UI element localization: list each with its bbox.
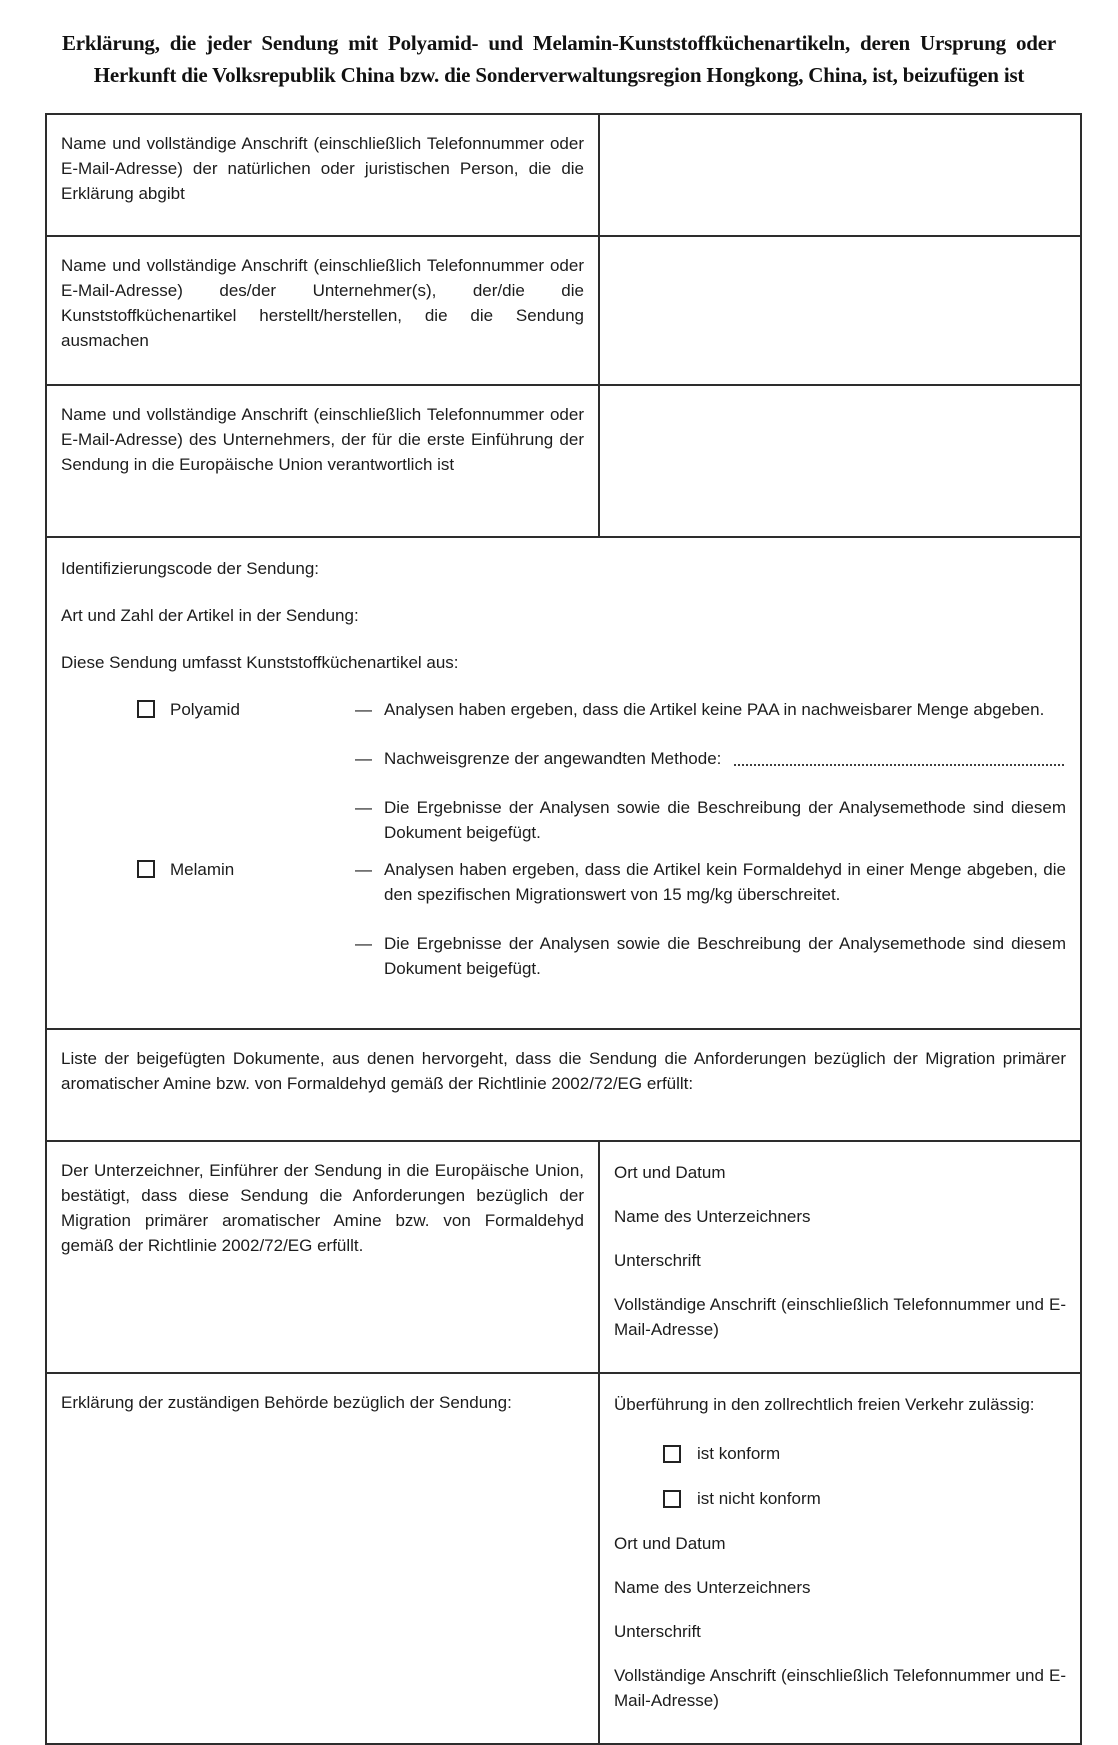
declarant-label: Name und vollständige Anschrift (einschließlich Telefonnummer oder E-Mail-Adresse) der natürlichen oder juristischen Person, die die Erklärung abgibt [61, 134, 584, 203]
conform-option [663, 1441, 1066, 1466]
consignment-id-label: Identifizierungscode der Sendung: [61, 559, 320, 578]
not-conform-option [663, 1486, 1066, 1511]
full-address-label: Vollständige Anschrift (einschließlich Telefonnummer und E-Mail-Adresse) [614, 1666, 1066, 1710]
polyamide-item-detection-limit [355, 746, 1066, 771]
declarant-label-cell [46, 114, 599, 236]
row-manufacturer [46, 236, 1081, 385]
comprises-label: Diese Sendung umfasst Kunststoffküchenartikel aus: [61, 653, 459, 672]
signature-label: Unterschrift [614, 1622, 701, 1641]
polyamide-checkbox[interactable] [137, 700, 155, 718]
detection-limit-label: Nachweisgrenze der angewandten Methode: [384, 749, 722, 768]
dash-glyph: — [355, 749, 372, 768]
row-documents-list [46, 1029, 1081, 1141]
dash-glyph: — [355, 860, 372, 879]
polyamide-item-results-text: Die Ergebnisse der Analysen sowie die Beschreibung der Analysemethode sind diesem Dokument beigefügt. [384, 798, 1066, 842]
dash-glyph: — [355, 934, 372, 953]
importer-declaration-cell [46, 1141, 599, 1373]
detection-limit-blank[interactable] [734, 746, 1064, 766]
page-title: Erklärung, die jeder Sendung mit Polyamid- und Melamin-Kunststoffküchenartikeln, deren Ursprung oder Herkunft die Volksrepublik China bzw. die Sonderverwaltungsregion Hongkong, China, ist, beizufügen ist [62, 31, 1056, 87]
importer-label: Name und vollständige Anschrift (einschließlich Telefonnummer oder E-Mail-Adresse) des Unternehmers, der für die erste Einführung der Sendung in die Europäische Union verantwortlich ist [61, 405, 584, 474]
release-label: Überführung in den zollrechtlich freien Verkehr zulässig: [614, 1395, 1035, 1414]
authority-decision-cell [599, 1373, 1081, 1744]
polyamide-item-paa-text: Analysen haben ergeben, dass die Artikel keine PAA in nachweisbarer Menge abgeben. [384, 700, 1045, 719]
article-type-number-label: Art und Zahl der Artikel in der Sendung: [61, 606, 359, 625]
polyamide-item-paa [355, 697, 1066, 722]
importer-input-area[interactable] [599, 385, 1081, 537]
declaration-form-table [45, 113, 1082, 1745]
polyamide-item-results [355, 795, 1066, 845]
documents-list-label: Liste der beigefügten Dokumente, aus denen hervorgeht, dass die Sendung die Anforderungen bezüglich der Migration primärer aromatischer Amine bzw. von Formaldehyd gemäß der Richtlinie 2002/72/EG erfüllt: [61, 1049, 1066, 1093]
signer-name-label: Name des Unterzeichners [614, 1207, 811, 1226]
polyamide-block [61, 697, 1066, 845]
row-importer [46, 385, 1081, 537]
signer-name-label: Name des Unterzeichners [614, 1578, 811, 1597]
row-consignment [46, 537, 1081, 1029]
polyamide-label: Polyamid [170, 700, 240, 719]
melamine-label: Melamin [170, 860, 235, 879]
melamine-checkbox[interactable] [137, 860, 155, 878]
authority-declaration-statement: Erklärung der zuständigen Behörde bezüglich der Sendung: [61, 1393, 512, 1412]
not-conform-label: ist nicht konform [697, 1489, 821, 1508]
consignment-cell [46, 537, 1081, 1029]
importer-label-cell [46, 385, 599, 537]
authority-declaration-cell [46, 1373, 599, 1744]
row-declarant [46, 114, 1081, 236]
melamine-item-results [355, 931, 1066, 981]
dash-glyph: — [355, 798, 372, 817]
row-importer-declaration [46, 1141, 1081, 1373]
not-conform-checkbox[interactable] [663, 1490, 681, 1508]
dash-glyph: — [355, 700, 372, 719]
manufacturer-label: Name und vollständige Anschrift (einschließlich Telefonnummer oder E-Mail-Adresse) des/der Unternehmer(s), der/die die Kunststoffküchenartikel herstellt/herstellen, die die Sendung ausmachen [61, 256, 584, 350]
manufacturer-input-area[interactable] [599, 236, 1081, 385]
place-date-label: Ort und Datum [614, 1534, 726, 1553]
importer-declaration-statement: Der Unterzeichner, Einführer der Sendung in die Europäische Union, bestätigt, dass diese Sendung die Anforderungen bezüglich der Migration primärer aromatischer Amine bzw. von Formaldehyd gemäß der Richtlinie 2002/72/EG erfüllt. [61, 1161, 584, 1255]
melamine-item-formaldehyde-text: Analysen haben ergeben, dass die Artikel kein Formaldehyd in einer Menge abgeben, die den spezifischen Migrationswert von 15 mg/kg überschreitet. [384, 860, 1066, 904]
melamine-block [61, 857, 1066, 981]
melamine-item-results-text: Die Ergebnisse der Analysen sowie die Beschreibung der Analysemethode sind diesem Dokument beigefügt. [384, 934, 1066, 978]
importer-signature-cell [599, 1141, 1081, 1373]
row-authority-declaration [46, 1373, 1081, 1744]
conform-label: ist konform [697, 1444, 781, 1463]
manufacturer-label-cell [46, 236, 599, 385]
documents-list-cell [46, 1029, 1081, 1141]
melamine-item-formaldehyde [355, 857, 1066, 907]
conform-checkbox[interactable] [663, 1445, 681, 1463]
full-address-label: Vollständige Anschrift (einschließlich Telefonnummer und E-Mail-Adresse) [614, 1295, 1066, 1339]
signature-label: Unterschrift [614, 1251, 701, 1270]
declarant-input-area[interactable] [599, 114, 1081, 236]
place-date-label: Ort und Datum [614, 1163, 726, 1182]
